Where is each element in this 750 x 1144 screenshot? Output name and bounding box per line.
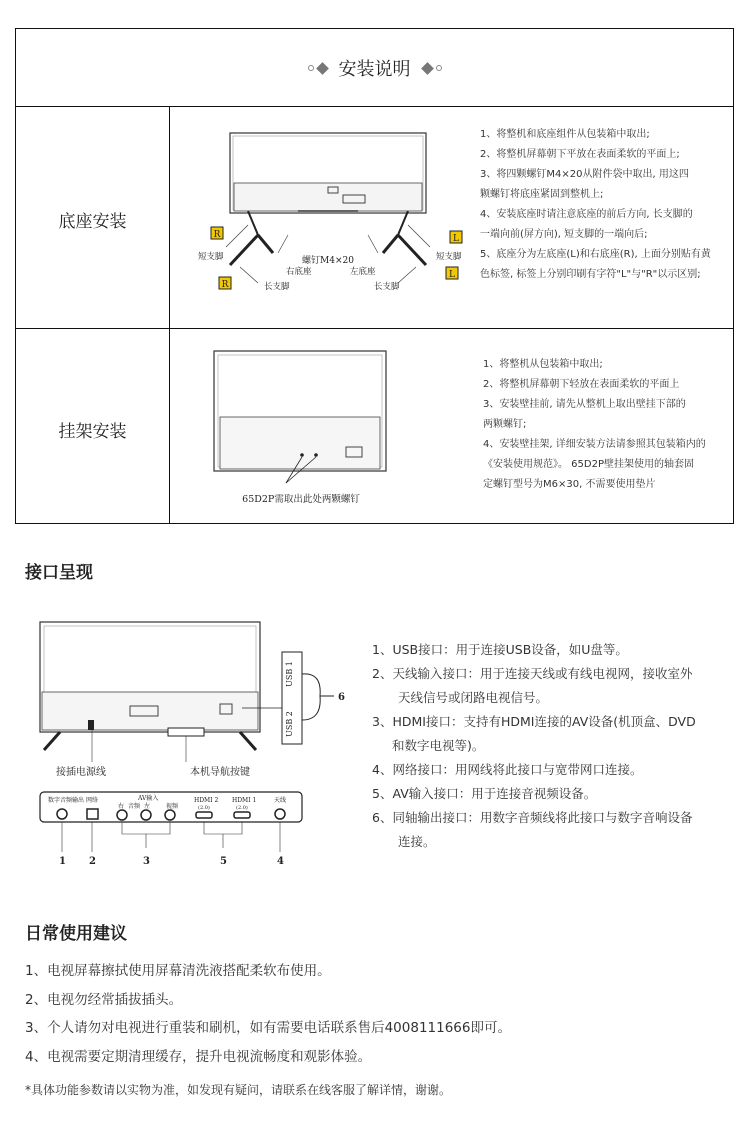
- tag-r-bottom: R: [221, 280, 229, 290]
- wall-step: 1、将整机从包装箱中取出;: [483, 359, 603, 370]
- power-label: 接插电源线: [56, 767, 106, 778]
- tag-r-top: R: [213, 230, 221, 240]
- panel-antenna: 天线: [274, 797, 287, 804]
- usb1-label: USB 1: [285, 661, 294, 687]
- wall-step: 4、安装壁挂架, 详细安装方法请参照其包装箱内的: [483, 439, 706, 450]
- wall-step: 2、将整机屏幕朝下轻放在表面柔软的平面上: [483, 379, 680, 390]
- nav-label: 本机导航按键: [190, 767, 250, 778]
- wall-caption: 65D2P需取出此处两颗螺钉: [242, 494, 360, 505]
- wall-step: 定螺钉型号为M6×30, 不需要使用垫片: [483, 479, 656, 490]
- short-foot-right-label: 短支脚: [436, 252, 462, 262]
- panel-audio: 音频: [128, 803, 141, 810]
- base-step: 4、安装底座时请注意底座的前后方向, 长支脚的: [480, 209, 693, 220]
- panel-av: AV输入: [138, 795, 159, 802]
- base-step: 一端向前(屏方向), 短支脚的一端向后;: [480, 229, 648, 240]
- tag-l-top: L: [453, 234, 459, 244]
- port-num: 3: [143, 856, 150, 867]
- wall-install-label: 挂架安装: [58, 422, 127, 442]
- tips-item: 3、个人请勿对电视进行重装和刷机，如有需要电话联系售后4008111666即可。: [25, 1020, 511, 1036]
- right-base-label: 右底座: [286, 267, 312, 277]
- ports-item: 4、网络接口：用网线将此接口与宽带网口连接。: [372, 762, 643, 777]
- port-num: 1: [59, 856, 66, 867]
- panel-right: 右: [118, 803, 125, 810]
- disclaimer-note: *具体功能参数请以实物为准，如发现有疑问，请联系在线客服了解详情，谢谢。: [25, 1083, 452, 1097]
- callout-6: 6: [338, 692, 345, 703]
- ports-list: [372, 638, 696, 854]
- base-step: 色标签, 标签上分别印刷有字符"L"与"R"以示区别;: [480, 269, 701, 280]
- ports-item: 连接。: [398, 834, 436, 849]
- wall-steps: [483, 355, 706, 495]
- ports-item: 天线信号或闭路电视信号。: [398, 690, 549, 705]
- panel-hdmi2-ver: (2.0): [198, 805, 210, 811]
- base-step: 2、将整机屏幕朝下平放在表面柔软的平面上;: [480, 149, 680, 160]
- table-divider: [16, 106, 733, 107]
- port-num: 4: [277, 856, 284, 867]
- title-ornament-right-icon: [423, 64, 442, 73]
- panel-video: 视频: [166, 803, 179, 810]
- left-base-label: 左底座: [350, 267, 376, 277]
- port-num: 5: [220, 856, 227, 867]
- usb2-label: USB 2: [285, 711, 294, 737]
- install-table: [15, 28, 734, 524]
- long-foot-left-label: 长支脚: [264, 282, 290, 292]
- base-step: 1、将整机和底座组件从包装箱中取出;: [480, 129, 650, 140]
- install-title-row: [16, 29, 733, 107]
- port-num: 2: [89, 856, 96, 867]
- ports-item: 1、USB接口：用于连接USB设备，如U盘等。: [372, 642, 628, 657]
- ports-item: 和数字电视等)。: [392, 738, 485, 753]
- tips-title: 日常使用建议: [25, 924, 127, 944]
- long-foot-right-label: 长支脚: [374, 282, 400, 292]
- tag-l-bottom: L: [449, 270, 455, 280]
- panel-hdmi1-ver: (2.0): [236, 805, 248, 811]
- ports-item: 3、HDMI接口：支持有HDMI连接的AV设备(机顶盒、DVD: [372, 714, 696, 729]
- base-step: 颗螺钉将底座紧固到整机上;: [480, 189, 604, 200]
- panel-hdmi2: HDMI 2: [194, 797, 219, 804]
- base-step: 5、底座分为左底座(L)和右底座(R), 上面分别贴有黄: [480, 249, 711, 260]
- base-install-label: 底座安装: [58, 212, 127, 232]
- tips-list: [25, 957, 511, 1071]
- wall-step: 两颗螺钉;: [483, 419, 527, 430]
- table-divider: [16, 328, 733, 329]
- base-install-diagram: [178, 125, 478, 295]
- ports-item: 2、天线输入接口：用于连接天线或有线电视网，接收室外: [372, 666, 693, 681]
- panel-hdmi1: HDMI 1: [232, 797, 257, 804]
- wall-step: 《安装使用规范》。 65D2P壁挂架使用的轴套固: [483, 459, 694, 470]
- title-ornament-left-icon: [308, 64, 327, 73]
- panel-digital: 数字音频输出: [48, 797, 85, 804]
- ports-item: 6、同轴输出接口：用数字音频线将此接口与数字音响设备: [372, 810, 693, 825]
- install-title: 安装说明: [338, 59, 411, 80]
- screw-label: 螺钉M4×20: [302, 256, 354, 266]
- short-foot-left-label: 短支脚: [198, 252, 224, 262]
- wall-install-diagram: [206, 347, 396, 507]
- ports-title: 接口呈现: [25, 563, 93, 583]
- tips-item: 4、电视需要定期清理缓存，提升电视流畅度和观影体验。: [25, 1048, 372, 1065]
- panel-network: 网络: [86, 797, 99, 804]
- ports-diagram: [30, 612, 370, 870]
- base-step: 3、将四颗螺钉M4×20从附件袋中取出, 用这四: [480, 169, 689, 180]
- table-column-divider: [169, 107, 170, 523]
- base-steps: [480, 125, 711, 285]
- panel-left: 左: [144, 803, 151, 810]
- wall-step: 3、安装壁挂前, 请先从整机上取出壁挂下部的: [483, 399, 686, 410]
- tips-item: 1、电视屏幕擦拭使用屏幕清洗液搭配柔软布使用。: [25, 963, 331, 979]
- tips-item: 2、电视勿经常插拔插头。: [25, 991, 183, 1008]
- ports-item: 5、AV输入接口：用于连接音视频设备。: [372, 786, 597, 801]
